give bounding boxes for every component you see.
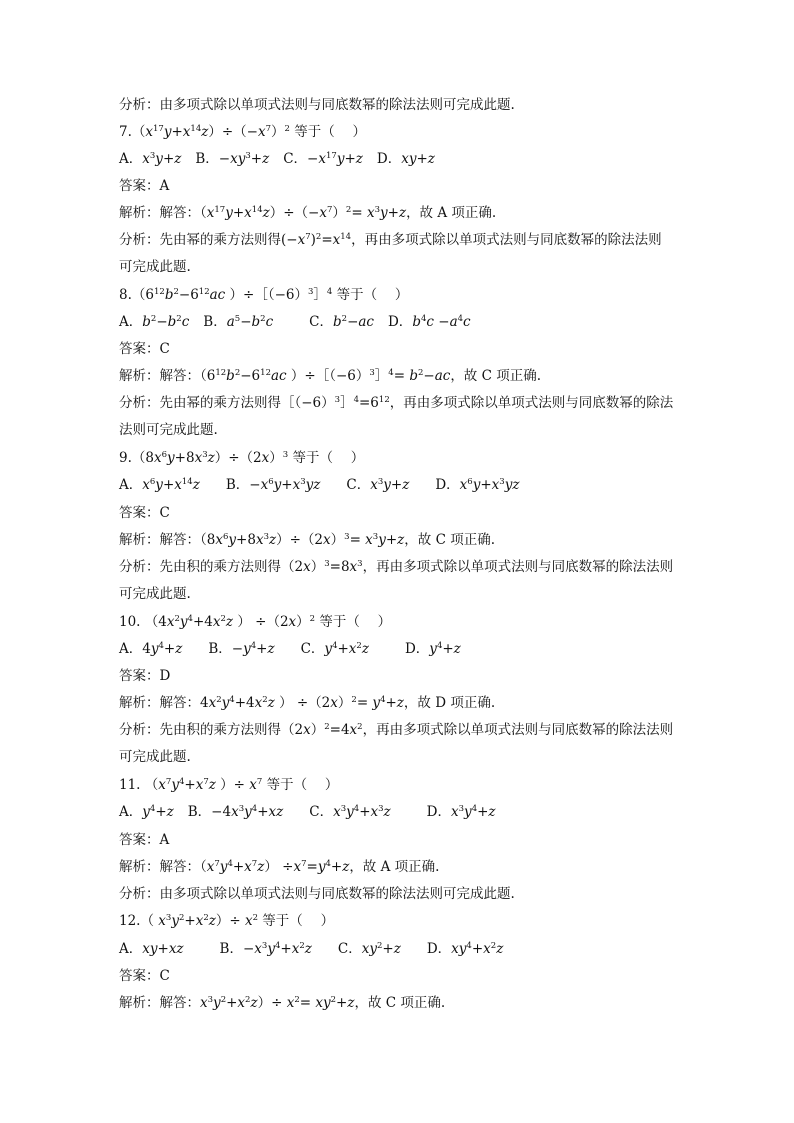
- line-text: 答案：C: [119, 505, 170, 521]
- question-8-options: A．$b^2-b^2c$ B．$a^5-b^2c$ C．$b^2-ac$ D．$b^4c -a^4c$: [119, 314, 471, 330]
- analysis-line: [119, 885, 515, 903]
- question-7-options: A．$x^3y+z$ B．$-xy^3+z$ C．$-x^{17}y+z$ D．xy+z: [119, 151, 435, 167]
- analysis-line: 分析：先由积的乘方法则得$(2x)^3=8x^3$，再由多项式除以单项式法则与同底数幂的除法法则: [119, 559, 674, 575]
- question-12-options: A．xy+xz B．$-x^3y^4+x^2z$ C．$xy^2+z$ D．$xy^4+x^2z$: [119, 941, 504, 957]
- line-text: 可完成此题.: [119, 749, 191, 765]
- analysis-line: 分析：先由幂的乘方法则得$[(-6)^3]^4=6^{12}$，再由多项式除以单项式法则与同底数幂的除法: [119, 395, 674, 411]
- question-11: 11. （$x^7y^4+x^7z$ ）÷ $x^7$ 等于（ ）: [119, 777, 339, 793]
- solution-line: 解析：解答：$4x^2y^4+4x^2z$ ） $\div(2x)^2= y^4+z$，故 D 项正确.: [119, 695, 496, 711]
- solution-line: 解析：解答：$(x^7y^4+x^7z) \div x^7=y^4+z$，故 A 项正确.: [119, 859, 440, 875]
- line-text: 分析：由多项式除以单项式法则与同底数幂的除法法则可完成此题.: [119, 886, 515, 902]
- question-7: $7.(x^{17}y+x^{14}z)\div(-x^7)^2$ 等于（ ）: [119, 124, 367, 140]
- line-text: 法则可完成此题.: [119, 422, 218, 438]
- answer-line: [119, 504, 170, 522]
- analysis-line: [119, 585, 191, 603]
- answer-line: [119, 967, 170, 985]
- line-text: 答案：C: [119, 341, 170, 357]
- solution-line: 解析：解答：$(x^{17}y+x^{14}z)\div(-x^7)^2= x^3y+z$，故 A 项正确.: [119, 205, 497, 221]
- line-text: 答案：D: [119, 668, 171, 684]
- question-10: 10. （$4x^2y^4+4x^2z$ ） $\div(2x)^2$ 等于（ ）: [119, 614, 392, 630]
- line-text: 答案：A: [119, 178, 170, 194]
- answer-line: [119, 831, 169, 849]
- solution-line: 解析：解答：（$6^{12}b^2-6^{12}ac$ ）$\div[(-6)^3]^4= b^2-ac$，故 C 项正确.: [119, 368, 542, 384]
- line-text: 可完成此题.: [119, 259, 191, 275]
- line-text: 答案：C: [119, 968, 170, 984]
- question-9: $9.(8x^6y+8x^3z)\div(2x)^3$ 等于（ ）: [119, 450, 365, 466]
- solution-line: 解析：解答：$x^3y^2+x^2z)\div x^2= xy^2+z$，故 C 项正确.: [119, 995, 446, 1011]
- analysis-line: [119, 421, 218, 439]
- question-8: $8.(6^{12}b^2-6^{12}ac$ ）$\div[(-6)^3]^4$ 等于（ ）: [119, 287, 409, 303]
- answer-line: [119, 177, 169, 195]
- answer-line: [119, 667, 170, 685]
- analysis-line: 分析：先由积的乘方法则得$(2x)^2=4x^2$，再由多项式除以单项式法则与同底数幂的除法法则: [119, 722, 674, 738]
- analysis-line: 分析：先由幂的乘方法则得$(-x^7)^2=x^{14}$，再由多项式除以单项式法则与同底数幂的除法法则: [119, 232, 662, 248]
- analysis-line: [119, 96, 515, 114]
- line-text: 分析：由多项式除以单项式法则与同底数幂的除法法则可完成此题.: [119, 97, 515, 113]
- question-9-options: A．$x^6y+x^{14}z$ B．$-x^6y+x^3yz$ C．$x^3y+z$ D．$x^6y+x^3yz$: [119, 477, 520, 493]
- question-12: 12.（ $x^3y^2+x^2z)\div x^2$ 等于（ ）: [119, 913, 335, 929]
- line-text: 可完成此题.: [119, 586, 191, 602]
- solution-line: 解析：解答：$(8x^6y+8x^3z)\div(2x)^3= x^3y+z$，故 C 项正确.: [119, 532, 495, 548]
- question-11-options: A．$y^4+z$ B．$-4x^3y^4+xz$ C．$x^3y^4+x^3z$ D．$x^3y^4+z$: [119, 804, 496, 820]
- question-10-options: A．$4y^4+z$ B．$-y^4+z$ C．$y^4+x^2z$ D．$y^4+z$: [119, 641, 461, 657]
- analysis-line: [119, 748, 191, 766]
- line-text: 答案：A: [119, 832, 170, 848]
- answer-line: [119, 340, 170, 358]
- analysis-line: [119, 258, 191, 276]
